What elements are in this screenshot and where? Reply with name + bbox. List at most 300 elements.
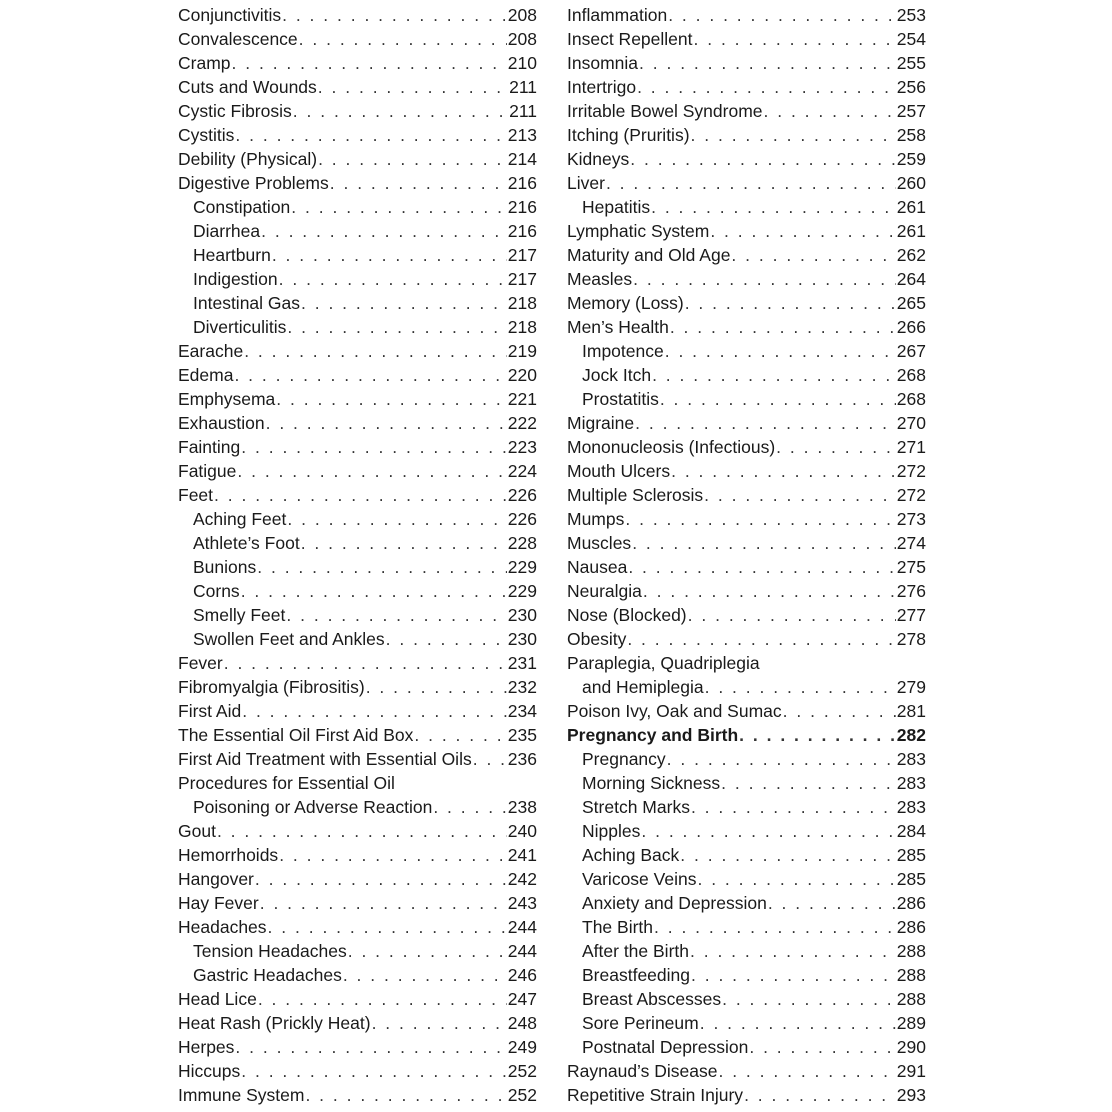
- index-entry: [567, 195, 926, 219]
- dot-leader: [691, 795, 896, 819]
- entry-label: Diarrhea: [193, 221, 261, 241]
- index-entry: [567, 843, 926, 867]
- dot-leader: [282, 3, 507, 27]
- index-entry: [567, 75, 926, 99]
- entry-label: Irritable Bowel Syndrome: [567, 101, 763, 121]
- index-entry: [178, 3, 537, 27]
- dot-leader: [625, 507, 895, 531]
- index-entry: [178, 1035, 537, 1059]
- index-entry: [178, 507, 537, 531]
- entry-label: Obesity: [567, 629, 627, 649]
- dot-leader: [293, 99, 508, 123]
- entry-label: Exhaustion: [178, 413, 265, 433]
- dot-leader: [414, 723, 506, 747]
- entry-label: Mononucleosis (Infectious): [567, 437, 776, 457]
- entry-label: Indigestion: [193, 269, 278, 289]
- index-entry: [567, 435, 926, 459]
- entry-label: Postnatal Depression: [582, 1037, 749, 1057]
- entry-page-number: 288: [896, 965, 926, 985]
- dot-leader: [217, 819, 507, 843]
- entry-page-number: 228: [507, 533, 537, 553]
- dot-leader: [688, 603, 896, 627]
- dot-leader: [386, 627, 507, 651]
- dot-leader: [665, 339, 896, 363]
- dot-leader: [234, 363, 506, 387]
- index-entry: [567, 51, 926, 75]
- entry-label: Intestinal Gas: [193, 293, 300, 313]
- dot-leader: [473, 747, 507, 771]
- entry-label: Lymphatic System: [567, 221, 710, 241]
- entry-page-number: 226: [507, 485, 537, 505]
- index-entry: [567, 963, 926, 987]
- dot-leader: [680, 843, 896, 867]
- dot-leader: [260, 891, 507, 915]
- index-entry: [567, 3, 926, 27]
- index-entry: [178, 51, 537, 75]
- entry-label: Anxiety and Depression: [582, 893, 767, 913]
- entry-page-number: 224: [507, 461, 537, 481]
- index-entry: [567, 219, 926, 243]
- entry-label: Paraplegia, Quadriplegia: [567, 653, 760, 673]
- dot-leader: [318, 75, 508, 99]
- entry-page-number: 249: [507, 1037, 537, 1057]
- dot-leader: [235, 123, 506, 147]
- entry-page-number: 231: [507, 653, 537, 673]
- entry-page-number: 288: [896, 989, 926, 1009]
- entry-page-number: 277: [896, 605, 926, 625]
- index-entry: [567, 819, 926, 843]
- entry-label: Morning Sickness: [582, 773, 721, 793]
- entry-page-number: 266: [896, 317, 926, 337]
- entry-page-number: 268: [896, 365, 926, 385]
- index-entry: [567, 603, 926, 627]
- entry-label: Conjunctivitis: [178, 5, 282, 25]
- dot-leader: [739, 723, 896, 747]
- index-entry: [567, 123, 926, 147]
- entry-label: Men’s Health: [567, 317, 669, 337]
- index-entry: [178, 195, 537, 219]
- dot-leader: [668, 3, 896, 27]
- dot-leader: [635, 411, 896, 435]
- index-entry: [178, 531, 537, 555]
- entry-page-number: 236: [507, 749, 537, 769]
- entry-page-number: 255: [896, 53, 926, 73]
- entry-page-number: 276: [896, 581, 926, 601]
- dot-leader: [764, 99, 896, 123]
- dot-leader: [276, 387, 507, 411]
- dot-leader: [255, 867, 507, 891]
- entry-page-number: 289: [896, 1013, 926, 1033]
- entry-page-number: 264: [896, 269, 926, 289]
- entry-page-number: 222: [507, 413, 537, 433]
- entry-label: Sore Perineum: [582, 1013, 699, 1033]
- entry-page-number: 243: [507, 893, 537, 913]
- dot-leader: [241, 1059, 507, 1083]
- dot-leader: [330, 171, 507, 195]
- dot-leader: [776, 435, 896, 459]
- index-entry: [567, 147, 926, 171]
- entry-page-number: 274: [896, 533, 926, 553]
- entry-label: Insect Repellent: [567, 29, 693, 49]
- dot-leader: [232, 51, 507, 75]
- entry-label: First Aid: [178, 701, 242, 721]
- entry-page-number: 248: [507, 1013, 537, 1033]
- entry-page-number: 216: [507, 173, 537, 193]
- entry-page-number: 270: [896, 413, 926, 433]
- dot-leader: [654, 915, 896, 939]
- entry-label: Earache: [178, 341, 244, 361]
- entry-page-number: 238: [507, 797, 537, 817]
- dot-leader: [639, 51, 896, 75]
- dot-leader: [749, 1035, 895, 1059]
- index-entry: [178, 147, 537, 171]
- index-entry: [178, 267, 537, 291]
- entry-page-number: 285: [896, 869, 926, 889]
- index-entry: [178, 171, 537, 195]
- dot-leader: [279, 267, 507, 291]
- entry-label: Poison Ivy, Oak and Sumac: [567, 701, 782, 721]
- entry-page-number: 223: [507, 437, 537, 457]
- dot-leader: [301, 291, 507, 315]
- index-entry: [567, 987, 926, 1011]
- index-entry: [567, 939, 926, 963]
- dot-leader: [641, 819, 895, 843]
- dot-leader: [348, 939, 507, 963]
- index-entry: [178, 483, 537, 507]
- entry-page-number: 220: [507, 365, 537, 385]
- entry-label: Inflammation: [567, 5, 668, 25]
- dot-leader: [722, 987, 896, 1011]
- entry-page-number: 244: [507, 941, 537, 961]
- entry-label: Aching Feet: [193, 509, 287, 529]
- index-entry: [178, 219, 537, 243]
- entry-label: Convalescence: [178, 29, 298, 49]
- index-entry: [567, 579, 926, 603]
- entry-label: After the Birth: [582, 941, 689, 961]
- dot-leader: [627, 627, 895, 651]
- entry-page-number: 261: [896, 221, 926, 241]
- entry-label: Liver: [567, 173, 605, 193]
- entry-page-number: 217: [507, 245, 537, 265]
- index-column-right: [567, 3, 926, 1107]
- entry-label: Heartburn: [193, 245, 271, 265]
- entry-page-number: 229: [507, 581, 537, 601]
- index-entry: [178, 627, 537, 651]
- dot-leader: [731, 243, 895, 267]
- dot-leader: [691, 963, 896, 987]
- dot-leader: [214, 483, 507, 507]
- index-entry: [567, 747, 926, 771]
- entry-label: Cystic Fibrosis: [178, 101, 292, 121]
- index-entry: [178, 795, 537, 819]
- dot-leader: [291, 195, 507, 219]
- dot-leader: [272, 243, 507, 267]
- dot-leader: [667, 747, 896, 771]
- entry-label: Memory (Loss): [567, 293, 684, 313]
- entry-label: Varicose Veins: [582, 869, 697, 889]
- entry-page-number: 285: [896, 845, 926, 865]
- entry-page-number: 267: [896, 341, 926, 361]
- index-entry: [178, 939, 537, 963]
- entry-page-number: 208: [507, 29, 537, 49]
- entry-label: Gastric Headaches: [193, 965, 342, 985]
- index-entry: [567, 531, 926, 555]
- entry-page-number: 259: [896, 149, 926, 169]
- entry-page-number: 271: [896, 437, 926, 457]
- index-entry: [178, 411, 537, 435]
- index-entry: [178, 819, 537, 843]
- entry-label: Hiccups: [178, 1061, 241, 1081]
- entry-page-number: 244: [507, 917, 537, 937]
- dot-leader: [694, 27, 896, 51]
- entry-page-number: 272: [896, 485, 926, 505]
- entry-page-number: 211: [509, 77, 537, 97]
- dot-leader: [710, 219, 895, 243]
- entry-label: Maturity and Old Age: [567, 245, 731, 265]
- dot-leader: [257, 555, 507, 579]
- dot-leader: [261, 219, 507, 243]
- dot-leader: [433, 795, 506, 819]
- entry-label: Emphysema: [178, 389, 276, 409]
- index-entry: [178, 915, 537, 939]
- entry-label: Itching (Pruritis): [567, 125, 690, 145]
- entry-page-number: 281: [896, 701, 926, 721]
- entry-page-number: 246: [507, 965, 537, 985]
- dot-leader: [768, 891, 896, 915]
- index-entry: [178, 315, 537, 339]
- dot-leader: [700, 1011, 896, 1035]
- index-entry: [567, 651, 926, 675]
- index-entry: [178, 867, 537, 891]
- index-entry: [178, 435, 537, 459]
- index-entry: [567, 771, 926, 795]
- entry-label: Aching Back: [582, 845, 680, 865]
- entry-label: Diverticulitis: [193, 317, 287, 337]
- dot-leader: [744, 1083, 896, 1107]
- dot-leader: [660, 387, 896, 411]
- index-entry: [178, 291, 537, 315]
- index-entry: [178, 987, 537, 1011]
- entry-label: Jock Itch: [582, 365, 652, 385]
- index-entry: [178, 123, 537, 147]
- index-entry: [567, 171, 926, 195]
- dot-leader: [305, 1083, 506, 1107]
- entry-label: Measles: [567, 269, 633, 289]
- index-entry: [178, 1011, 537, 1035]
- index-entry: [178, 555, 537, 579]
- entry-page-number: 234: [507, 701, 537, 721]
- entry-label: Multiple Sclerosis: [567, 485, 704, 505]
- dot-leader: [286, 603, 506, 627]
- entry-label: Migraine: [567, 413, 635, 433]
- entry-label: Edema: [178, 365, 234, 385]
- entry-page-number: 240: [507, 821, 537, 841]
- index-entry: [567, 1011, 926, 1035]
- index-entry: [178, 99, 537, 123]
- dot-leader: [366, 675, 507, 699]
- entry-page-number: 258: [896, 125, 926, 145]
- index-entry: [178, 75, 537, 99]
- index-entry: [567, 627, 926, 651]
- entry-page-number: 230: [507, 629, 537, 649]
- entry-label: Hangover: [178, 869, 254, 889]
- entry-page-number: 208: [507, 5, 537, 25]
- dot-leader: [299, 27, 507, 51]
- entry-label: Headaches: [178, 917, 267, 937]
- entry-page-number: 268: [896, 389, 926, 409]
- dot-leader: [721, 771, 896, 795]
- index-entry: [567, 459, 926, 483]
- entry-page-number: 291: [896, 1061, 926, 1081]
- entry-page-number: 282: [896, 725, 926, 745]
- entry-label: Cuts and Wounds: [178, 77, 317, 97]
- index-entry: [567, 291, 926, 315]
- index-entry: [567, 411, 926, 435]
- index-entry: [178, 675, 537, 699]
- entry-page-number: 226: [507, 509, 537, 529]
- entry-page-number: 283: [896, 797, 926, 817]
- entry-label: The Essential Oil First Aid Box: [178, 725, 414, 745]
- entry-label: Feet: [178, 485, 214, 505]
- entry-page-number: 213: [507, 125, 537, 145]
- dot-leader: [633, 267, 896, 291]
- dot-leader: [301, 531, 507, 555]
- entry-label: Constipation: [193, 197, 291, 217]
- entry-label: First Aid Treatment with Essential Oils: [178, 749, 472, 769]
- dot-leader: [632, 531, 896, 555]
- entry-page-number: 216: [507, 197, 537, 217]
- dot-leader: [258, 987, 507, 1011]
- entry-page-number: 262: [896, 245, 926, 265]
- index-entry: [567, 795, 926, 819]
- entry-label: Cystitis: [178, 125, 235, 145]
- dot-leader: [237, 459, 506, 483]
- entry-label: Nose (Blocked): [567, 605, 687, 625]
- dot-leader: [318, 147, 507, 171]
- entry-label: Fainting: [178, 437, 241, 457]
- entry-label: Tension Headaches: [193, 941, 347, 961]
- dot-leader: [372, 1011, 507, 1035]
- index-entry: [178, 387, 537, 411]
- entry-label: The Birth: [582, 917, 653, 937]
- entry-page-number: 252: [507, 1085, 537, 1105]
- dot-leader: [652, 363, 896, 387]
- entry-label: Hemorrhoids: [178, 845, 279, 865]
- dot-leader: [242, 699, 507, 723]
- entry-page-number: 257: [896, 101, 926, 121]
- dot-leader: [606, 171, 896, 195]
- index-entry: [567, 675, 926, 699]
- entry-label: Breastfeeding: [582, 965, 690, 985]
- index-entry: [567, 315, 926, 339]
- entry-label: Poisoning or Adverse Reaction: [193, 797, 433, 817]
- entry-label: Prostatitis: [582, 389, 659, 409]
- entry-label: Bunions: [193, 557, 257, 577]
- entry-label: Neuralgia: [567, 581, 642, 601]
- index-entry: [178, 459, 537, 483]
- entry-label: Corns: [193, 581, 240, 601]
- index-entry: [567, 555, 926, 579]
- dot-leader: [235, 1035, 506, 1059]
- entry-page-number: 211: [509, 101, 537, 121]
- entry-label: Insomnia: [567, 53, 639, 73]
- entry-page-number: 260: [896, 173, 926, 193]
- index-entry: [567, 915, 926, 939]
- index-entry: [178, 771, 537, 795]
- entry-page-number: 232: [507, 677, 537, 697]
- entry-label: Stretch Marks: [582, 797, 690, 817]
- entry-label: Herpes: [178, 1037, 235, 1057]
- index-entry: [178, 363, 537, 387]
- entry-label: Debility (Physical): [178, 149, 318, 169]
- entry-label: Pregnancy: [582, 749, 666, 769]
- entry-label: Procedures for Essential Oil: [178, 773, 395, 793]
- entry-page-number: 283: [896, 749, 926, 769]
- entry-label: Repetitive Strain Injury: [567, 1085, 744, 1105]
- entry-page-number: 283: [896, 773, 926, 793]
- entry-label: Raynaud’s Disease: [567, 1061, 718, 1081]
- entry-label: Heat Rash (Prickly Heat): [178, 1013, 371, 1033]
- entry-page-number: 229: [507, 557, 537, 577]
- index-entry: [567, 243, 926, 267]
- entry-label: Fever: [178, 653, 223, 673]
- entry-page-number: 210: [507, 53, 537, 73]
- dot-leader: [685, 291, 896, 315]
- index-entry: [178, 27, 537, 51]
- entry-label: Swollen Feet and Ankles: [193, 629, 385, 649]
- index-entry: [567, 363, 926, 387]
- index-entry: [567, 267, 926, 291]
- entry-label: Smelly Feet: [193, 605, 286, 625]
- dot-leader: [241, 435, 507, 459]
- index-entry: [567, 1059, 926, 1083]
- index-entry: [178, 747, 537, 771]
- dot-leader: [643, 579, 896, 603]
- index-entry: [178, 243, 537, 267]
- dot-leader: [241, 579, 507, 603]
- entry-page-number: 272: [896, 461, 926, 481]
- dot-leader: [279, 843, 507, 867]
- entry-page-number: 265: [896, 293, 926, 313]
- index-entry: [178, 603, 537, 627]
- entry-label: Head Lice: [178, 989, 257, 1009]
- entry-page-number: 216: [507, 221, 537, 241]
- dot-leader: [705, 675, 896, 699]
- entry-label: Nipples: [582, 821, 641, 841]
- dot-leader: [268, 915, 507, 939]
- index-entry: [567, 387, 926, 411]
- entry-page-number: 286: [896, 893, 926, 913]
- entry-page-number: 278: [896, 629, 926, 649]
- entry-label: Fibromyalgia (Fibrositis): [178, 677, 365, 697]
- index-entry: [178, 699, 537, 723]
- dot-leader: [287, 315, 506, 339]
- entry-label: and Hemiplegia: [582, 677, 704, 697]
- entry-page-number: 230: [507, 605, 537, 625]
- index-entry: [178, 963, 537, 987]
- entry-page-number: 254: [896, 29, 926, 49]
- entry-label: Pregnancy and Birth: [567, 725, 739, 745]
- index-entry: [567, 1083, 926, 1107]
- entry-page-number: 214: [507, 149, 537, 169]
- dot-leader: [718, 1059, 895, 1083]
- index-entry: [178, 1059, 537, 1083]
- index-entry: [567, 339, 926, 363]
- entry-page-number: 293: [896, 1085, 926, 1105]
- entry-label: Fatigue: [178, 461, 237, 481]
- index-entry: [178, 891, 537, 915]
- index-entry: [178, 1083, 537, 1107]
